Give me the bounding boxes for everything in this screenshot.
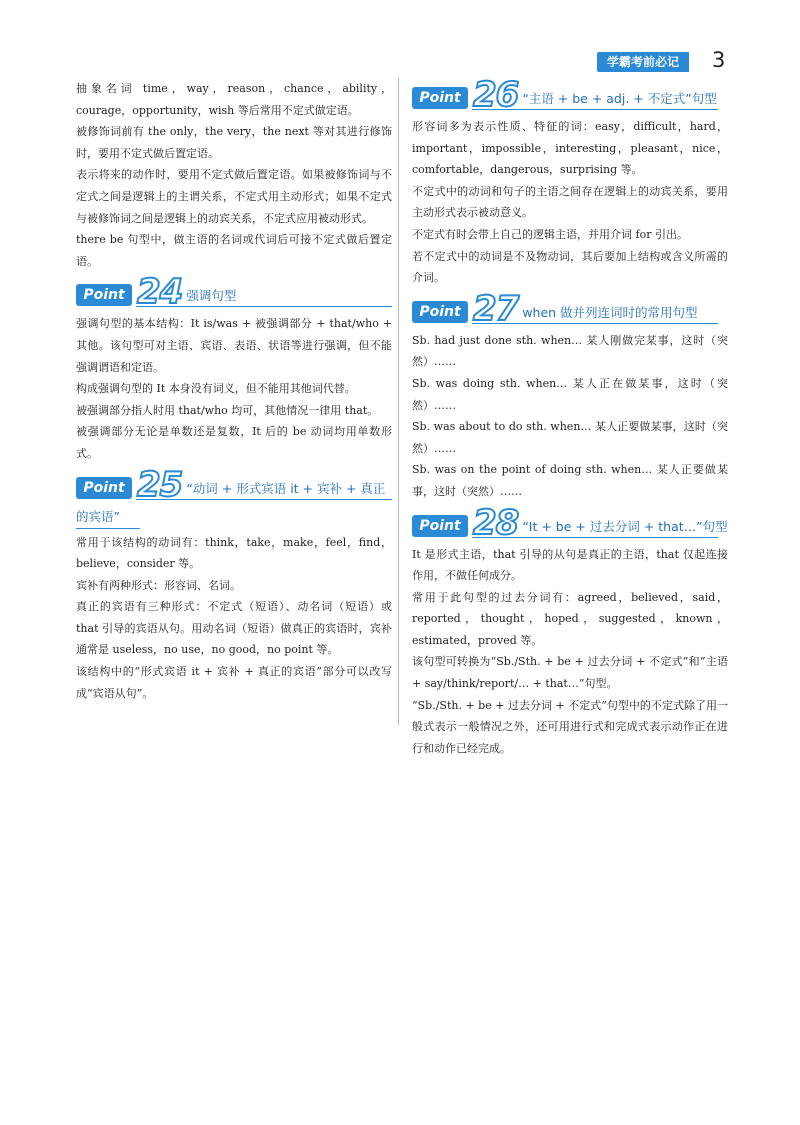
heading-underline — [136, 499, 392, 500]
heading-underline — [136, 306, 392, 307]
intro-paragraph: there be 句型中，做主语的名词或代词后可接不定式做后置定语。 — [76, 233, 392, 268]
column-divider — [398, 78, 399, 725]
point-number: 25 — [137, 464, 183, 505]
point-paragraph: It 是形式主语，that 引导的从句是真正的主语，that 仅起连接作用，不做任何成分。 — [412, 547, 728, 583]
point-paragraph: 该结构中的“形式宾语 it + 宾补 + 真正的宾语”部分可以改写成“宾语从句”。 — [76, 665, 392, 700]
point-paragraph: 宾补有两种形式：形容词、名词。 — [76, 578, 241, 592]
point-paragraph: 常用于该结构的动词有：think，take，make，feel，find，believe，consider 等。 — [76, 535, 392, 571]
point-paragraph: 该句型可转换为“Sb./Sth. + be + 过去分词 + 不定式”和“主语 + say/think/report/… + that…”句型。 — [412, 655, 728, 691]
point-paragraph: “Sb./Sth. + be + 过去分词 + 不定式”句型中的不定式除了用一般式表示一般情况之外，还可用进行式和完成式表示动作正在进行和动作已经完成。 — [412, 698, 728, 755]
point-26-heading — [412, 75, 728, 115]
point-paragraph: 若不定式中的动词是不及物动词，其后要加上结构或含义所需的介词。 — [412, 249, 728, 285]
point-paragraph: 被强调部分无论是单数还是复数，It 后的 be 动词均用单数形式。 — [76, 425, 392, 460]
heading-underline — [472, 109, 718, 110]
intro-paragraph: 被修饰词前有 the only，the very，the next 等对其进行修饰时，要用不定式做后置定语。 — [76, 125, 392, 160]
point-badge: Point — [412, 301, 468, 323]
point-paragraph: 构成强调句型的 It 本身没有词义，但不能用其他词代替。 — [76, 382, 356, 396]
point-number: 26 — [473, 75, 519, 115]
point-paragraph: Sb. was doing sth. when… 某人正在做某事，这时（突然）…… — [412, 376, 728, 412]
point-title: “主语 + be + adj. + 不定式”句型 — [522, 91, 717, 106]
point-paragraph: 被强调部分指人时用 that/who 均可，其他情况一律用 that。 — [76, 403, 379, 417]
point-title: 强调句型 — [186, 288, 237, 304]
point-badge: Point — [76, 284, 132, 306]
intro-paragraph: 表示将来的动作时，要用不定式做后置定语。如果被修饰词与不定式之间是逻辑上的主谓关系，不定式用主动形式；如果不定式与被修饰词之间是逻辑上的动宾关系，不定式应用被动形式。 — [76, 168, 392, 225]
point-badge: Point — [412, 515, 468, 537]
page-number: 3 — [712, 48, 726, 72]
point-paragraph: 不定式中的动词和句子的主语之间存在逻辑上的动宾关系，要用主动形式表示被动意义。 — [412, 184, 728, 220]
point-28-heading — [412, 502, 728, 543]
left-column — [76, 78, 392, 704]
point-number: 28 — [473, 502, 519, 543]
right-column — [412, 75, 728, 759]
point-number: 27 — [473, 288, 519, 329]
header-section-tag: 学霸考前必记 — [597, 52, 689, 72]
point-badge: Point — [412, 87, 468, 109]
point-27-heading — [412, 288, 728, 329]
intro-paragraph: 抽象名词 time，way，reason，chance，ability，courage，opportunity，wish 等后常用不定式做定语。 — [76, 82, 392, 117]
point-paragraph: 不定式有时会带上自己的逻辑主语，并用介词 for 引出。 — [412, 227, 688, 241]
point-paragraph: 真正的宾语有三种形式：不定式（短语）、动名词（短语）或 that 引导的宾语从句。用动名词（短语）做真正的宾语时，宾补通常是 useless，no use，no good，no point 等。 — [76, 600, 392, 657]
point-paragraph: Sb. was on the point of doing sth. when… 某人正要做某事，这时（突然）…… — [412, 463, 728, 498]
point-paragraph: Sb. had just done sth. when… 某人刚做完某事，这时（突然）…… — [412, 333, 728, 369]
point-24-heading — [76, 272, 392, 313]
point-badge: Point — [76, 477, 132, 499]
point-title: “It + be + 过去分词 + that…”句型 — [522, 518, 728, 534]
point-title: when 做并列连词时的常用句型 — [522, 304, 698, 320]
heading-underline — [472, 323, 718, 324]
point-number: 24 — [137, 272, 183, 313]
heading-underline — [472, 537, 718, 538]
point-title-continuation: 的宾语” — [76, 507, 140, 529]
point-paragraph: 形容词多为表示性质、特征的词：easy，difficult，hard，important，impossible，interesting，pleasant，nice，comfortable，dangerous，surprising 等。 — [412, 120, 728, 177]
point-paragraph: 常用于此句型的过去分词有：agreed，believed，said，reported，thought，hoped，suggested，known，estimated，proved 等。 — [412, 590, 728, 647]
point-25-heading — [76, 464, 392, 505]
point-paragraph: 强调句型的基本结构：It is/was + 被强调部分 + that/who + 其他。该句型可对主语、宾语、表语、状语等进行强调，但不能强调谓语和定语。 — [76, 317, 392, 374]
point-title: “动词 + 形式宾语 it + 宾补 + 真正 — [186, 480, 386, 496]
point-paragraph: Sb. was about to do sth. when… 某人正要做某事，这时（突然）…… — [412, 420, 728, 455]
